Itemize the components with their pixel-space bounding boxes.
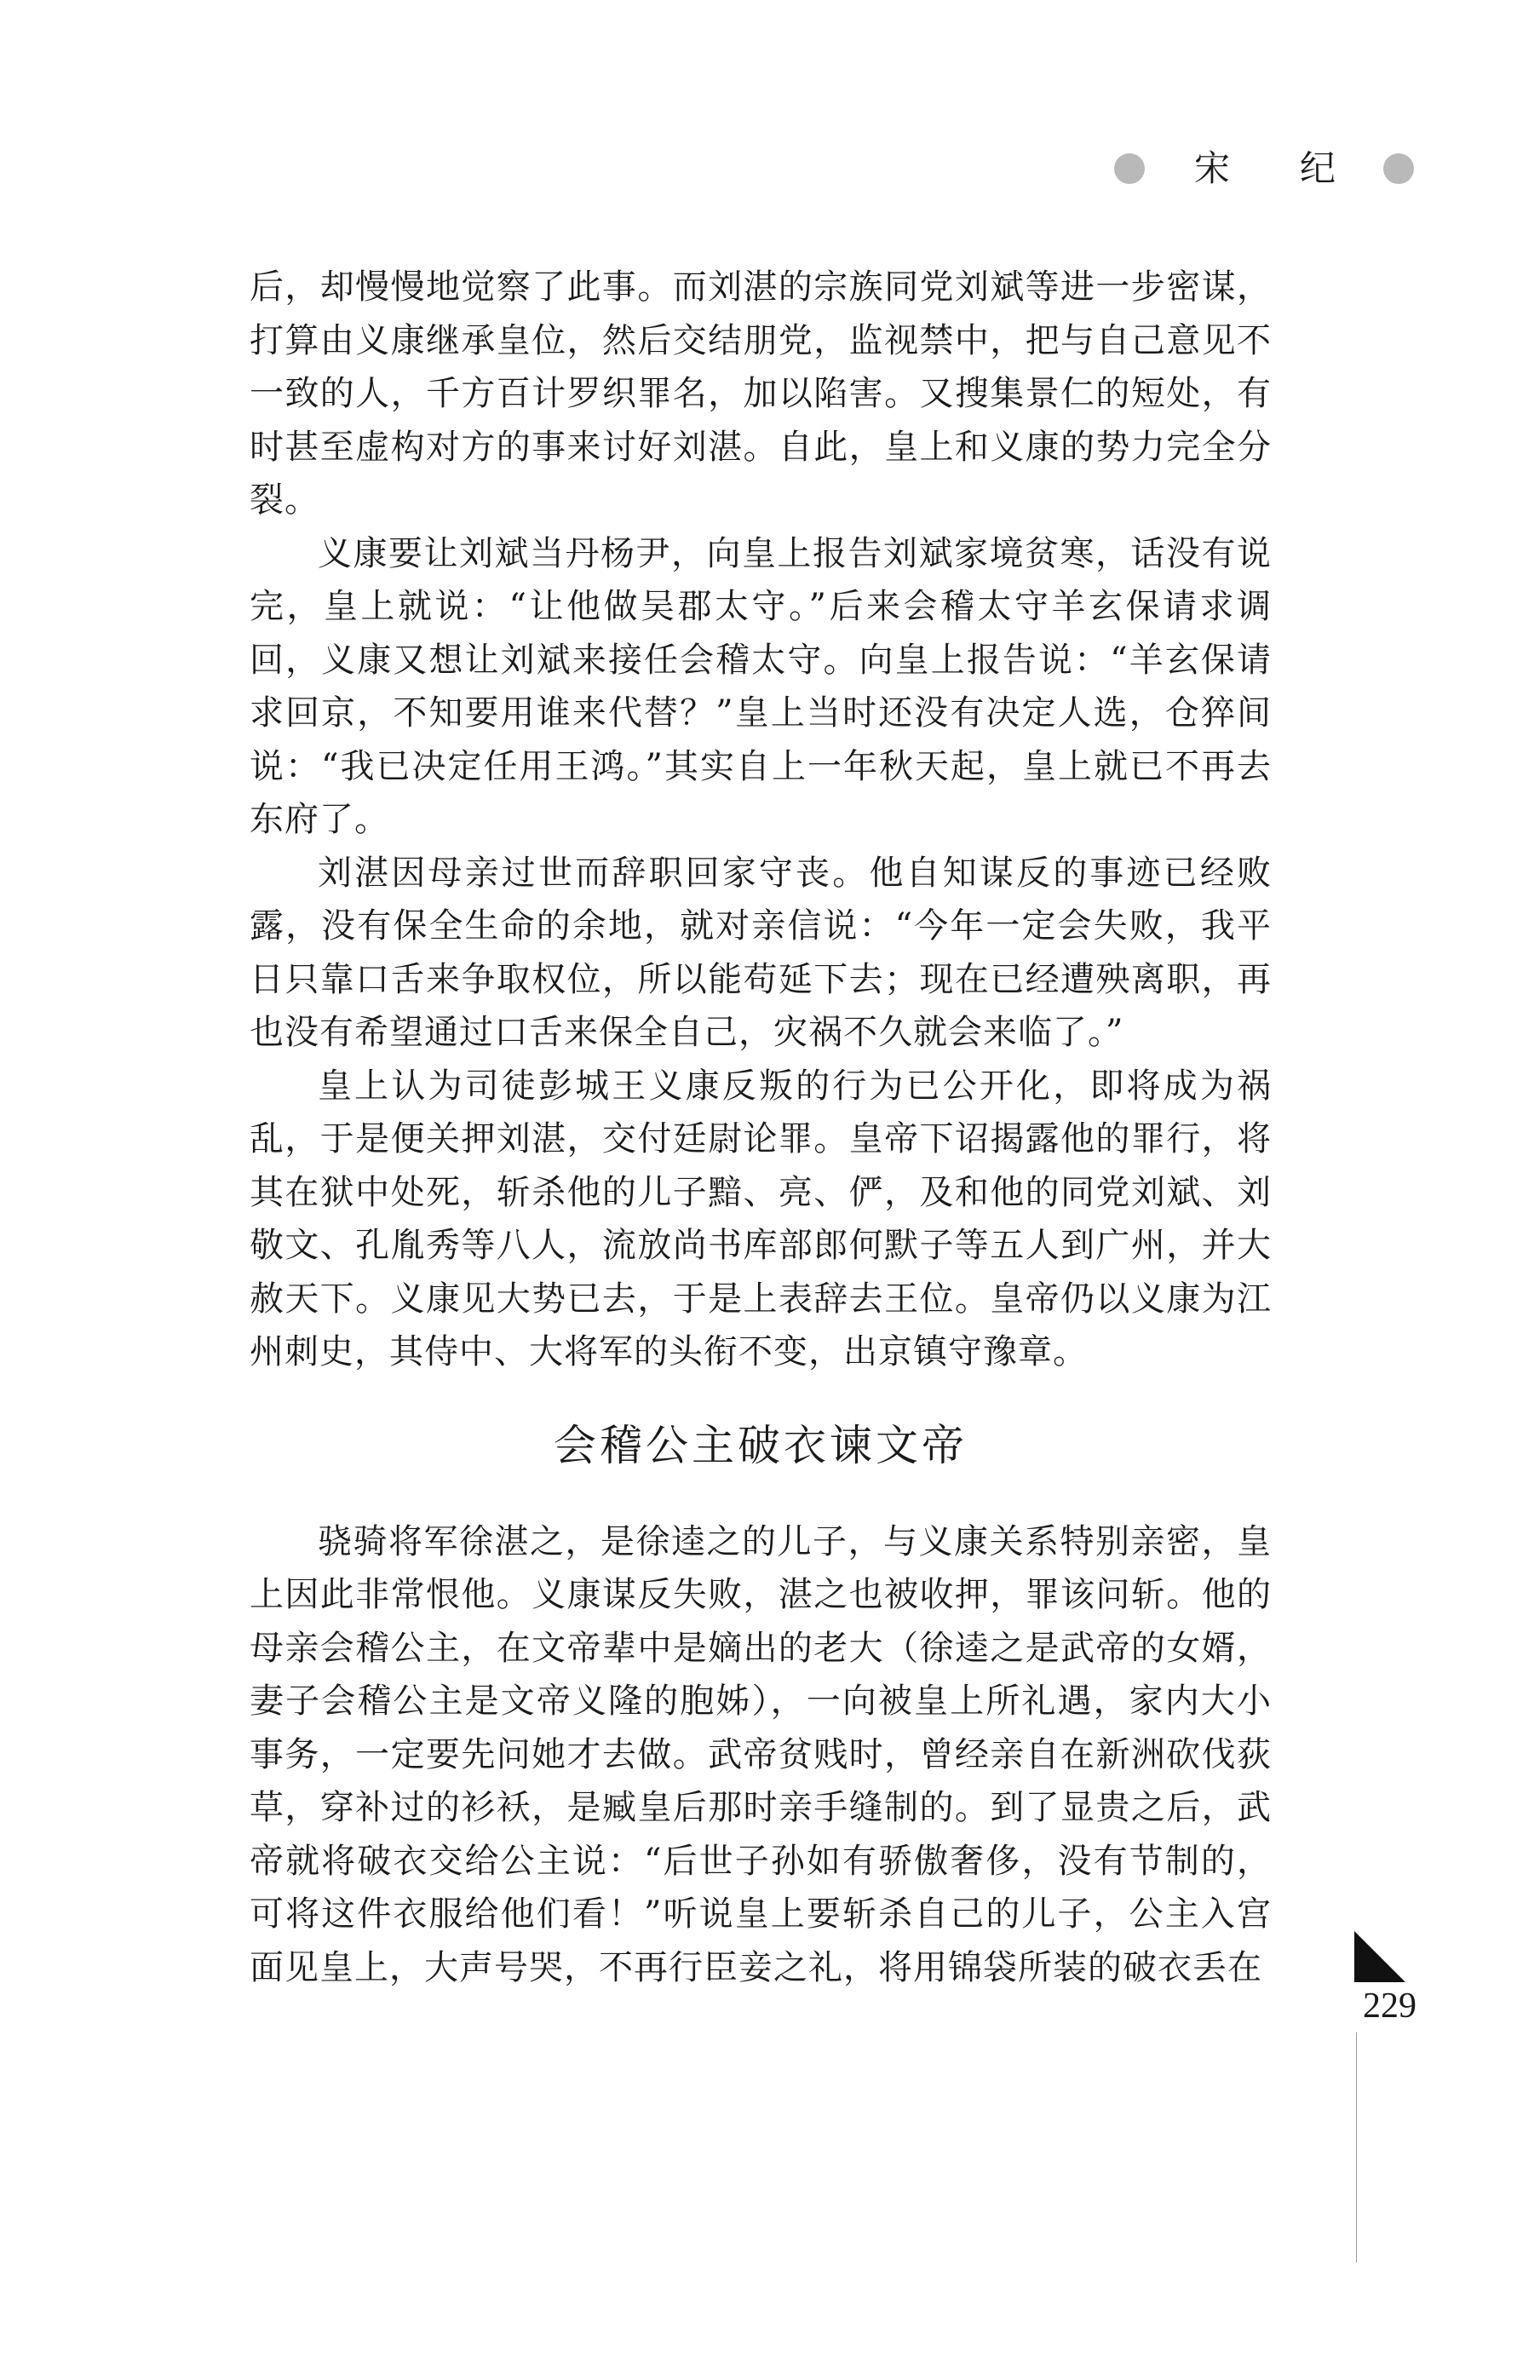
- page-corner-marker: [1354, 1931, 1405, 1982]
- paragraph: 义康要让刘斌当丹杨尹，向皇上报告刘斌家境贫寒，话没有说完，皇上就说：“让他做吴郡太守。”后来会稽太守羊玄保请求调回，义康又想让刘斌来接任会稽太守。向皇上报告说：“羊玄保请求回京，不知要用谁来代替？”皇上当时还没有决定人选，仓猝间说：“我已决定任用王鸿。”其实自上一年秋天起，皇上就已不再去东府了。: [250, 533, 1272, 839]
- running-header: [1107, 145, 1431, 196]
- header-title-char-2: 纪: [1300, 147, 1336, 189]
- paragraph: 刘湛因母亲过世而辞职回家守丧。他自知谋反的事迹已经败露，没有保全生命的余地，就对亲信说：“今年一定会失败，我平日只靠口舌来争取权位，所以能苟延下去；现在已经遭殃离职，再也没有希望通过口舌来保全自己，灾祸不久就会来临了。”: [250, 853, 1272, 1052]
- header-dot-left: [1114, 153, 1145, 184]
- section-title: 会稽公主破衣谏文帝: [554, 1420, 968, 1470]
- paragraph: 皇上认为司徒彭城王义康反叛的行为已公开化，即将成为祸乱，于是便关押刘湛，交付廷尉论罪。皇帝下诏揭露他的罪行，将其在狱中处死，斩杀他的儿子黯、亮、俨，及和他的同党刘斌、刘敬文、孔胤秀等八人，流放尚书库部郎何默子等五人到广州，并大赦天下。义康见大势已去，于是上表辞去王位。皇帝仍以义康为江州刺史，其侍中、大将军的头衔不变，出京镇守豫章。: [250, 1066, 1272, 1371]
- margin-rule: [1356, 2032, 1357, 2262]
- page-number: 229: [1363, 1986, 1416, 2026]
- body-text: [250, 261, 1272, 1994]
- header-title-char-1: 宋: [1194, 147, 1231, 189]
- header-dot-right: [1383, 153, 1414, 184]
- paragraph: 骁骑将军徐湛之，是徐逵之的儿子，与义康关系特别亲密，皇上因此非常恨他。义康谋反失败，湛之也被收押，罪该问斩。他的母亲会稽公主，在文帝辈中是嫡出的老大（徐逵之是武帝的女婿，妻子会稽公主是文帝义隆的胞姊），一向被皇上所礼遇，家内大小事务，一定要先问她才去做。武帝贫贱时，曾经亲自在新洲砍伐荻草，穿补过的衫袄，是臧皇后那时亲手缝制的。到了显贵之后，武帝就将破衣交给公主说：“后世子孙如有骄傲奢侈，没有节制的，可将这件衣服给他们看！”听说皇上要斩杀自己的儿子，公主入宫面见皇上，大声号哭，不再行臣妾之礼，将用锦袋所装的破衣丢在: [250, 1521, 1272, 1987]
- paragraph-continued: 后，却慢慢地觉察了此事。而刘湛的宗族同党刘斌等进一步密谋，打算由义康继承皇位，然后交结朋党，监视禁中，把与自己意见不一致的人，千方百计罗织罪名，加以陷害。又搜集景仁的短处，有时甚至虚构对方的事来讨好刘湛。自此，皇上和义康的势力完全分裂。: [250, 267, 1272, 520]
